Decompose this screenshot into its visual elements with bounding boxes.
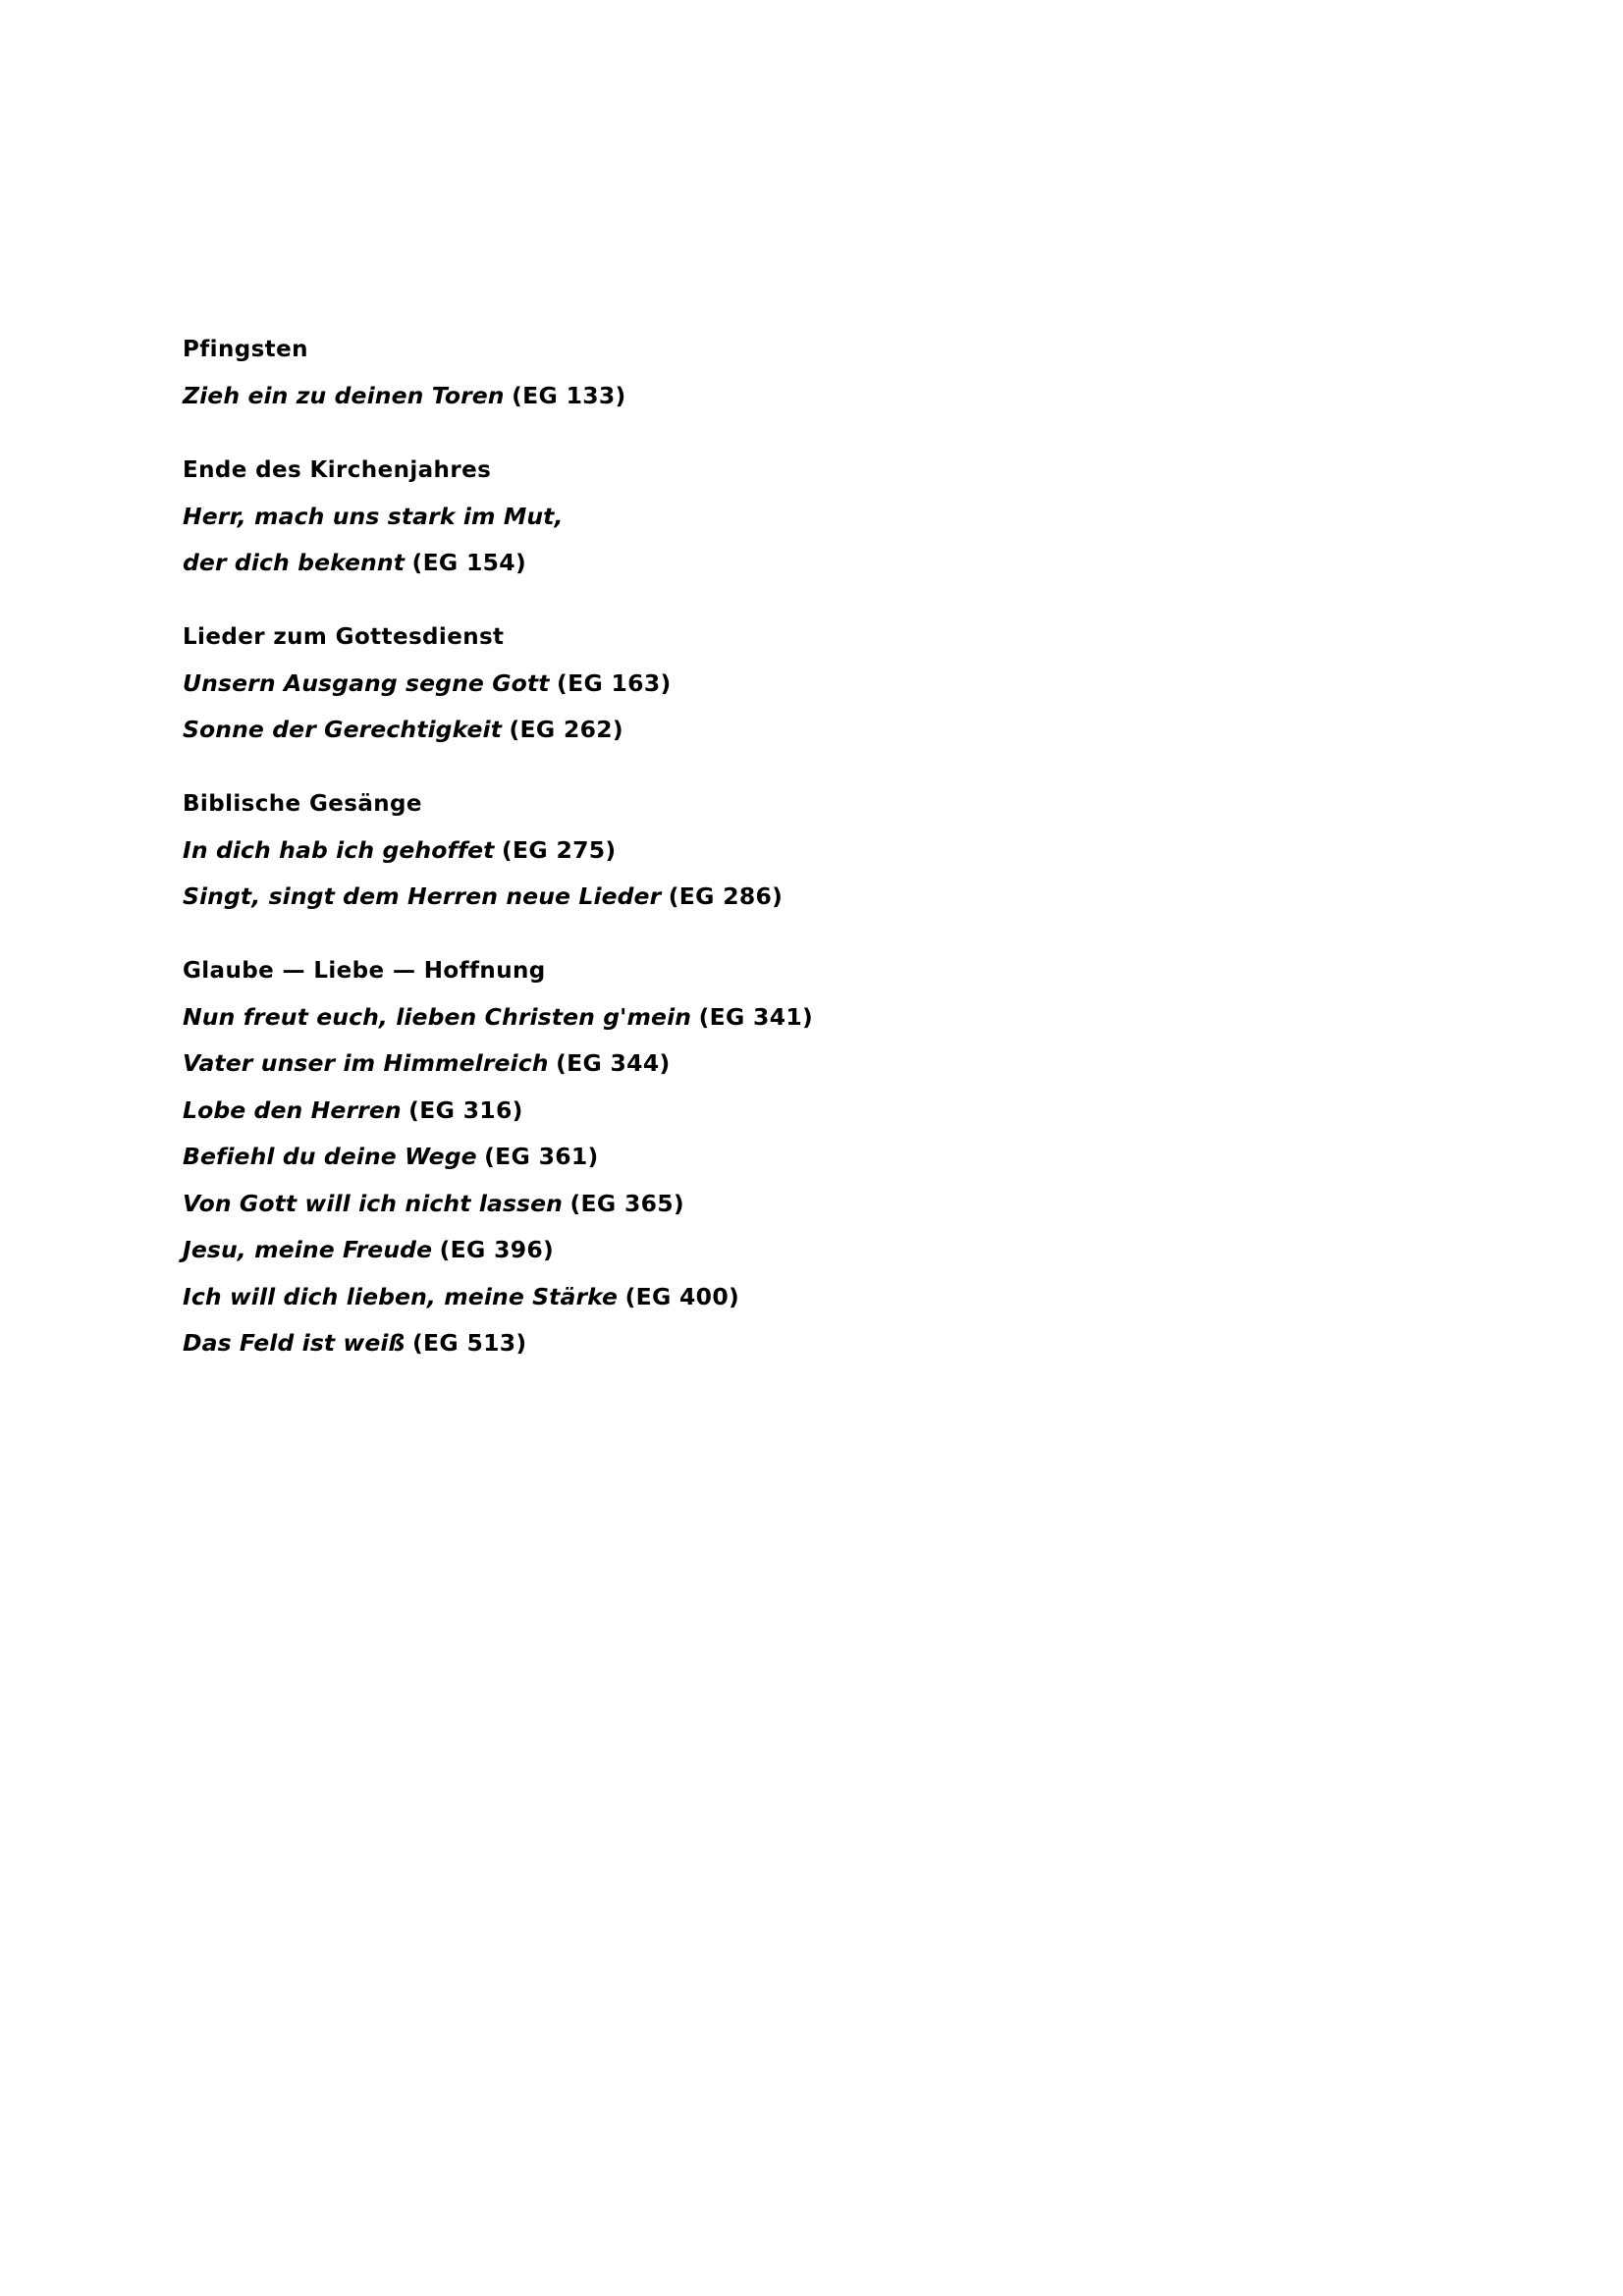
- song-entry: [183, 502, 1341, 530]
- hymn-section: [183, 456, 1341, 576]
- song-reference: (EG 133): [512, 382, 626, 409]
- song-entry: [183, 716, 1341, 743]
- song-reference: (EG 316): [408, 1095, 523, 1124]
- song-reference: (EG 275): [502, 835, 617, 864]
- song-title: Befiehl du deine Wege: [183, 1143, 477, 1170]
- song-reference: (EG 400): [624, 1282, 740, 1310]
- hymn-section: [183, 339, 1341, 408]
- song-entry: [183, 835, 1341, 864]
- song-title: Herr, mach uns stark im Mut,: [183, 502, 564, 530]
- song-entry: [183, 1143, 1341, 1170]
- song-entry: [183, 382, 1341, 409]
- song-title: Ich will dich lieben, meine Stärke: [183, 1282, 619, 1310]
- song-title: Vater unser im Himmelreich: [183, 1049, 549, 1077]
- song-reference: (EG 286): [668, 882, 784, 910]
- song-entry: [183, 882, 1341, 910]
- hymn-list: [183, 339, 1341, 1407]
- song-title: Sonne der Gerechtigkeit: [183, 716, 503, 743]
- song-entry: [183, 668, 1341, 697]
- section-heading: Biblische Gesänge: [183, 790, 422, 817]
- hymn-section: [183, 957, 1341, 1357]
- song-entry: [183, 1236, 1341, 1263]
- song-title: Jesu, meine Freude: [183, 1236, 433, 1263]
- song-entry: [183, 549, 1341, 576]
- song-title: Von Gott will ich nicht lassen: [183, 1189, 563, 1217]
- section-heading: Pfingsten: [183, 337, 308, 362]
- song-entry: [183, 1002, 1341, 1031]
- song-reference: (EG 396): [439, 1236, 555, 1263]
- song-reference: (EG 365): [569, 1189, 684, 1217]
- section-heading: Ende des Kirchenjahres: [183, 456, 492, 483]
- song-entry: [183, 1095, 1341, 1124]
- song-reference: (EG 513): [412, 1329, 527, 1357]
- song-reference: (EG 361): [484, 1143, 599, 1170]
- song-title: In dich hab ich gehoffet: [183, 835, 495, 864]
- song-reference: (EG 341): [698, 1002, 814, 1031]
- song-reference: (EG 262): [509, 716, 623, 743]
- song-title: der dich bekennt: [183, 549, 406, 576]
- section-heading: Lieder zum Gottesdienst: [183, 623, 505, 650]
- section-heading: Glaube — Liebe — Hoffnung: [183, 957, 546, 984]
- hymn-section: [183, 623, 1341, 743]
- song-reference: (EG 154): [411, 549, 526, 576]
- song-reference: (EG 344): [556, 1049, 671, 1077]
- song-entry: [183, 1049, 1341, 1077]
- song-entry: [183, 1329, 1341, 1357]
- song-entry: [183, 1282, 1341, 1310]
- hymn-section: [183, 790, 1341, 910]
- song-entry: [183, 1189, 1341, 1217]
- song-title: Lobe den Herren: [183, 1095, 402, 1124]
- song-title: Nun freut euch, lieben Christen g'mein: [183, 1002, 692, 1031]
- song-title: Das Feld ist weiß: [183, 1329, 406, 1357]
- song-title: Unsern Ausgang segne Gott: [183, 668, 550, 697]
- song-title: Zieh ein zu deinen Toren: [183, 382, 505, 409]
- song-title: Singt, singt dem Herren neue Lieder: [183, 882, 662, 910]
- song-reference: (EG 163): [557, 668, 672, 697]
